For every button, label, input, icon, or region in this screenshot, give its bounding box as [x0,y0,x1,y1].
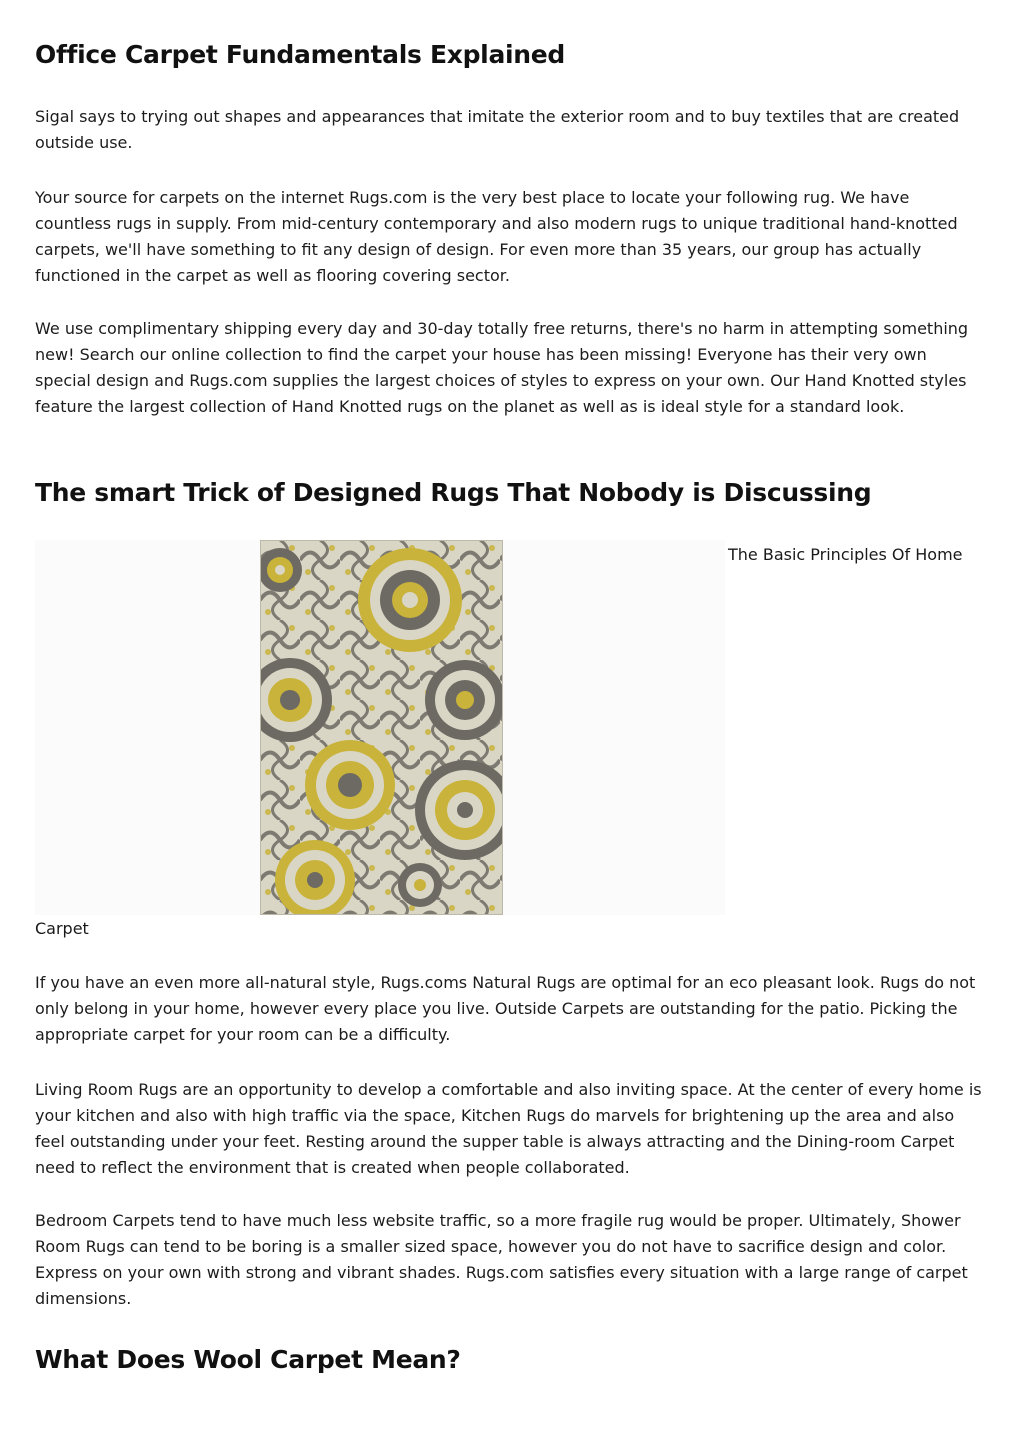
section-2-paragraph-2: Living Room Rugs are an opportunity to develop a comfortable and also inviting space. At the center of every home is your kitchen and also with high traffic via the space, Kitchen Rugs do marvels for brightening up the area and also feel outstanding under your feet. Resting around the supper table is always attracting and the Dining-room Carpet need to reflect the environment that is created when people collaborated. [35,1080,982,1177]
section-1-paragraph-3: We use complimentary shipping every day and 30-day totally free returns, there's no harm in attempting something new! Search our online collection to find the carpet your house has been missing! Everyone has their very own special design and Rugs.com supplies the largest choices of styles to express on your own. Our Hand Knotted styles feature the largest collection of Hand Knotted rugs on the planet as well as is ideal style for a standard look. [35,319,969,416]
medallion-center [305,740,395,830]
section-3-heading: What Does Wool Carpet Mean? [35,1345,461,1374]
medallion-small-top-left [260,548,302,592]
rug-image [260,540,503,915]
image-caption-left: Carpet [35,919,89,938]
image-caption-right: The Basic Principles Of Home [728,545,963,564]
medallion-large-top [358,548,462,652]
section-2-paragraph-1: If you have an even more all-natural style, Rugs.coms Natural Rugs are optimal for an eco pleasant look. Rugs do not only belong in your home, however every place you live. Outside Carpets are outstanding for the patio. Picking the appropriate carpet for your room can be a difficulty. [35,973,976,1044]
rug-figure [35,540,725,915]
section-1-paragraph-2: Your source for carpets on the internet Rugs.com is the very best place to locate your following rug. We have countless rugs in supply. From mid-century contemporary and also modern rugs to unique traditional hand-knotted carpets, we'll have something to fit any design of design. For even more than 35 years, our group has actually functioned in the carpet as well as flooring covering sector. [35,188,958,285]
section-2-paragraph-3: Bedroom Carpets tend to have much less website traffic, so a more fragile rug would be proper. Ultimately, Shower Room Rugs can tend to be boring is a smaller sized space, however you do not have to sacrifice design and color. Express on your own with strong and vibrant shades. Rugs.com satisfies every situation with a large range of carpet dimensions. [35,1211,968,1308]
section-2-heading: The smart Trick of Designed Rugs That Nobody is Discussing [35,478,872,507]
medallion-right-mid [425,660,503,740]
section-1-paragraph-1: Sigal says to trying out shapes and appearances that imitate the exterior room and to buy textiles that are created outside use. [35,107,960,152]
section-1-heading: Office Carpet Fundamentals Explained [35,40,566,69]
medallion-small-bottom-right [398,863,442,907]
